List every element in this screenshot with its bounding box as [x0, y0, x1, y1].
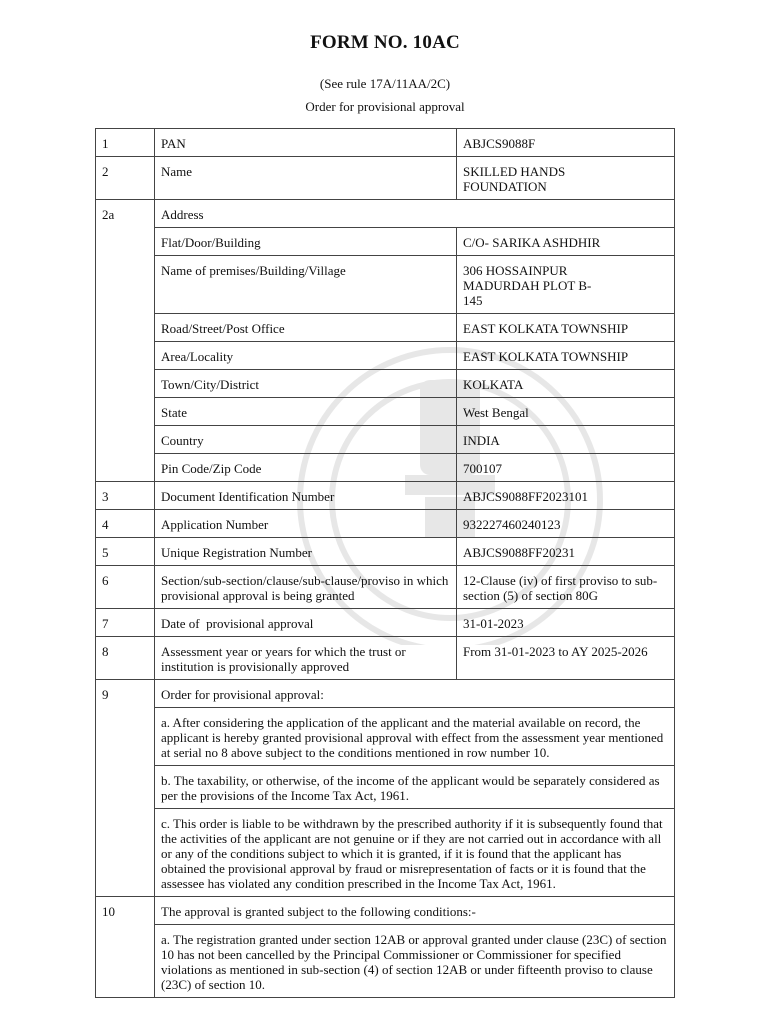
- table-row-address: [96, 342, 675, 370]
- row-number: 8: [96, 637, 155, 680]
- table-row-conditions: [96, 897, 675, 925]
- table-row-address: [96, 426, 675, 454]
- table-row-order-clause: [96, 708, 675, 766]
- table-row-approval-date: [96, 609, 675, 637]
- table-row-registration-number: [96, 538, 675, 566]
- address-field-label: Flat/Door/Building: [155, 228, 457, 256]
- table-row-address: [96, 256, 675, 314]
- approval-date-label: Date of provisional approval: [155, 609, 457, 637]
- row-number: 9: [96, 680, 155, 708]
- order-label: Order for provisional approval:: [155, 680, 675, 708]
- address-field-value: EAST KOLKATA TOWNSHIP: [457, 314, 675, 342]
- row-number: 6: [96, 566, 155, 609]
- table-row-order-clause: [96, 809, 675, 897]
- table-row-address: [96, 370, 675, 398]
- document-id-value: ABJCS9088FF2023101: [457, 482, 675, 510]
- row-number: 7: [96, 609, 155, 637]
- pan-label: PAN: [155, 129, 457, 157]
- approval-date-value: 31-01-2023: [457, 609, 675, 637]
- registration-number-value: ABJCS9088FF20231: [457, 538, 675, 566]
- form-subtitle: Order for provisional approval: [305, 99, 465, 114]
- row-number: 5: [96, 538, 155, 566]
- table-row-order-clause: [96, 766, 675, 809]
- table-row-pan: [96, 129, 675, 157]
- address-field-label: State: [155, 398, 457, 426]
- assessment-year-label: Assessment year or years for which the trust or institution is provisionally approved: [155, 637, 457, 680]
- form-title: FORM NO. 10AC: [310, 32, 460, 53]
- row-number: 3: [96, 482, 155, 510]
- table-row-name: [96, 157, 675, 200]
- row-number: 2a: [96, 200, 155, 228]
- table-row-section: [96, 566, 675, 609]
- application-number-value: 932227460240123: [457, 510, 675, 538]
- table-row-application-number: [96, 510, 675, 538]
- pan-value: ABJCS9088F: [457, 129, 675, 157]
- table-row-document-id: [96, 482, 675, 510]
- address-field-value: KOLKATA: [457, 370, 675, 398]
- row-number: 10: [96, 897, 155, 925]
- order-clause-b: b. The taxability, or otherwise, of the income of the applicant would be separately considered as per the provisions of the Income Tax Act, 1961.: [155, 766, 675, 809]
- section-value: 12-Clause (iv) of first proviso to sub-section (5) of section 80G: [457, 566, 675, 609]
- address-field-label: Area/Locality: [155, 342, 457, 370]
- table-row-condition: [96, 925, 675, 998]
- address-field-label: Pin Code/Zip Code: [155, 454, 457, 482]
- address-field-value: INDIA: [457, 426, 675, 454]
- name-label: Name: [155, 157, 457, 200]
- address-field-value: West Bengal: [457, 398, 675, 426]
- row-number: 1: [96, 129, 155, 157]
- application-number-label: Application Number: [155, 510, 457, 538]
- address-label: Address: [155, 200, 675, 228]
- condition-a: a. The registration granted under section 12AB or approval granted under clause (23C) of section 10 has not been cancelled by the Principal Commissioner or Commissioner for specified violations as mentioned in sub-section (4) of section 12AB or under fifteenth proviso to clause (23C) of section 10.: [155, 925, 675, 998]
- order-clause-a: a. After considering the application of the applicant and the material available on record, the applicant is hereby granted provisional approval with effect from the assessment year mentioned at serial no 8 above subject to the conditions mentioned in row number 10.: [155, 708, 675, 766]
- table-row-address: [96, 398, 675, 426]
- rule-reference: (See rule 17A/11AA/2C): [319, 76, 451, 91]
- form-table: [95, 128, 675, 998]
- address-field-label: Name of premises/Building/Village: [155, 256, 457, 314]
- order-clause-c: c. This order is liable to be withdrawn by the prescribed authority if it is subsequently found that the activities of the applicant are not genuine or if they are not carried out in accordance with all or any of the conditions subject to which it is granted, if it is found that the applicant has obtained the provisional approval by fraud or misrepresentation of facts or it is found that the assessee has violated any condition prescribed in the Income Tax Act, 1961.: [155, 809, 675, 897]
- address-field-value: C/O- SARIKA ASHDHIR: [457, 228, 675, 256]
- address-field-label: Country: [155, 426, 457, 454]
- table-row-assessment-year: [96, 637, 675, 680]
- address-field-label: Road/Street/Post Office: [155, 314, 457, 342]
- document-id-label: Document Identification Number: [155, 482, 457, 510]
- assessment-year-value: From 31-01-2023 to AY 2025-2026: [457, 637, 675, 680]
- table-row-order: [96, 680, 675, 708]
- address-field-value: 306 HOSSAINPUR MADURDAH PLOT B- 145: [457, 256, 675, 314]
- section-label: Section/sub-section/clause/sub-clause/proviso in which provisional approval is being granted: [155, 566, 457, 609]
- address-field-value: 700107: [457, 454, 675, 482]
- registration-number-label: Unique Registration Number: [155, 538, 457, 566]
- row-number: 2: [96, 157, 155, 200]
- table-row-address: [96, 314, 675, 342]
- table-row-address: [96, 454, 675, 482]
- name-value: SKILLED HANDS FOUNDATION: [457, 157, 675, 200]
- row-number: 4: [96, 510, 155, 538]
- table-row-address: [96, 228, 675, 256]
- address-field-label: Town/City/District: [155, 370, 457, 398]
- address-field-value: EAST KOLKATA TOWNSHIP: [457, 342, 675, 370]
- table-row-address-header: [96, 200, 675, 228]
- conditions-label: The approval is granted subject to the following conditions:-: [155, 897, 675, 925]
